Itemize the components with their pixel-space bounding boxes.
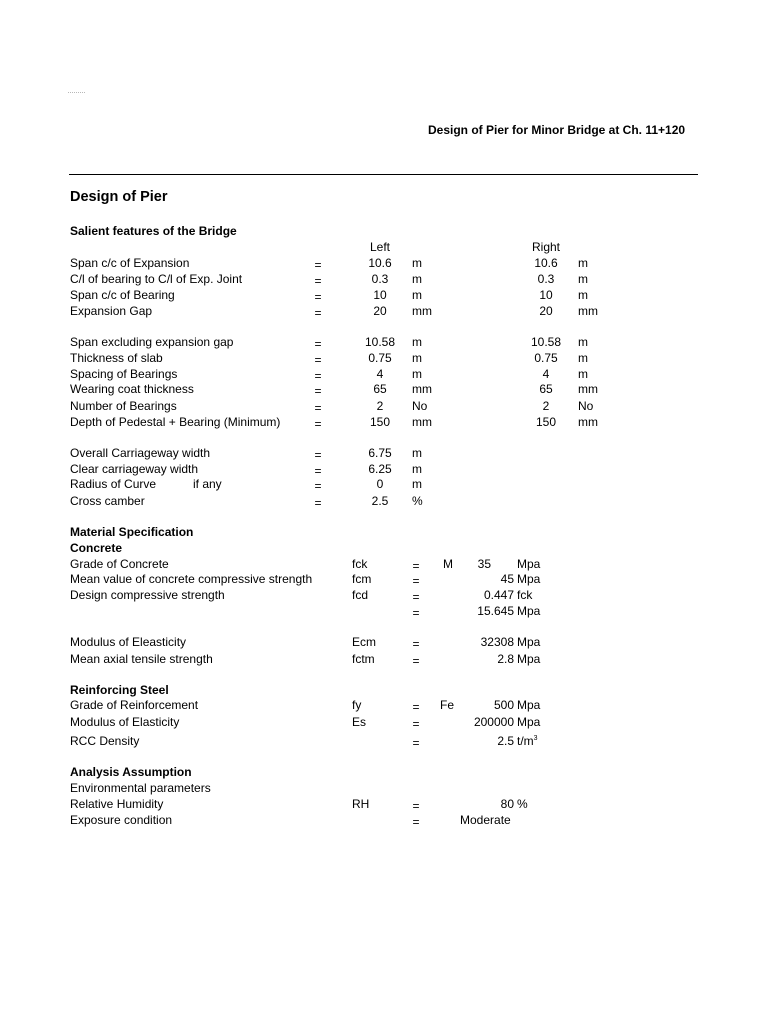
row-symbol: fcd xyxy=(352,588,369,602)
row-equals: = xyxy=(412,606,420,620)
row-value: 0 xyxy=(376,477,384,491)
row-label: Expansion Gap xyxy=(70,304,153,318)
row-label: C/l of bearing to C/l of Exp. Joint xyxy=(70,272,243,286)
row-unit: m xyxy=(412,462,422,476)
left-unit: m xyxy=(412,288,422,302)
right-value: 0.75 xyxy=(534,351,558,365)
row-equals: = xyxy=(314,417,322,431)
row-label: RCC Density xyxy=(70,734,140,748)
row-symbol: fctm xyxy=(352,652,375,666)
row-equals: = xyxy=(314,464,322,478)
left-unit: m xyxy=(412,272,422,286)
row-symbol: Es xyxy=(352,715,367,729)
row-label: Mean value of concrete compressive strength xyxy=(70,572,313,586)
row-value: 0.447 xyxy=(483,588,514,602)
row-equals: = xyxy=(314,384,322,398)
row-unit xyxy=(517,734,538,748)
right-unit: m xyxy=(578,335,588,349)
left-value: 150 xyxy=(369,415,391,429)
row-label: Wearing coat thickness xyxy=(70,382,194,396)
row-symbol: fy xyxy=(352,698,362,712)
right-value: 4 xyxy=(542,367,550,381)
row-label: Mean axial tensile strength xyxy=(70,652,213,666)
left-value: 10 xyxy=(373,288,387,302)
left-value: 4 xyxy=(376,367,384,381)
steel-heading: Reinforcing Steel xyxy=(70,683,169,697)
salient-heading: Salient features of the Bridge xyxy=(70,224,237,238)
row-label: Thickness of slab xyxy=(70,351,163,365)
row-value: 500 xyxy=(493,698,514,712)
left-value: 10.58 xyxy=(364,335,396,349)
row-equals: = xyxy=(412,815,420,829)
row-label: Number of Bearings xyxy=(70,399,177,413)
row-value: 2.5 xyxy=(497,734,514,748)
right-unit: m xyxy=(578,288,588,302)
row-equals: = xyxy=(412,700,420,714)
row-symbol: fcm xyxy=(352,572,372,586)
row-label: Grade of Reinforcement xyxy=(70,698,199,712)
row-label: Grade of Concrete xyxy=(70,557,169,571)
row-equals: = xyxy=(412,637,420,651)
right-unit: mm xyxy=(578,382,598,396)
right-value: 65 xyxy=(539,382,553,396)
material-heading: Material Specification xyxy=(70,525,194,539)
row-symbol: fck xyxy=(352,557,368,571)
right-unit: mm xyxy=(578,415,598,429)
row-value: 45 xyxy=(500,572,514,586)
row-label: Clear carriageway width xyxy=(70,462,199,476)
left-unit: m xyxy=(412,351,422,365)
left-unit: mm xyxy=(412,382,432,396)
left-unit: m xyxy=(412,256,422,270)
row-label: Span c/c of Bearing xyxy=(70,288,175,302)
row-unit: m xyxy=(412,446,422,460)
right-value: 10.58 xyxy=(530,335,562,349)
section-title: Design of Pier xyxy=(70,189,168,205)
row-value: 35 xyxy=(477,557,491,571)
row-unit: % xyxy=(412,494,423,508)
row-equals: = xyxy=(314,353,322,367)
row-label: Span excluding expansion gap xyxy=(70,335,234,349)
right-value: 150 xyxy=(535,415,557,429)
left-unit: mm xyxy=(412,415,432,429)
left-unit: m xyxy=(412,367,422,381)
document-header-title: Design of Pier for Minor Bridge at Ch. 11+120 xyxy=(428,123,686,137)
left-value: 0.75 xyxy=(368,351,392,365)
row-unit: Mpa xyxy=(517,572,541,586)
row-label: Exposure condition xyxy=(70,813,173,827)
row-label: Overall Carriageway width xyxy=(70,446,211,460)
right-value: 20 xyxy=(539,304,553,318)
row-value: Moderate xyxy=(460,813,511,827)
row-equals: = xyxy=(412,590,420,604)
header-rule xyxy=(69,174,698,175)
row-label: Modulus of Elasticity xyxy=(70,715,180,729)
row-equals: = xyxy=(314,401,322,415)
row-equals: = xyxy=(412,799,420,813)
row-unit: Mpa xyxy=(517,635,541,649)
row-value: 6.75 xyxy=(368,446,392,460)
row-label: Design compressive strength xyxy=(70,588,225,602)
row-label: Relative Humidity xyxy=(70,797,164,811)
row-equals: = xyxy=(412,559,420,573)
left-value: 65 xyxy=(373,382,387,396)
row-equals: = xyxy=(314,290,322,304)
row-unit: m xyxy=(412,477,422,491)
right-unit: m xyxy=(578,351,588,365)
row-prefix: Fe xyxy=(440,698,455,712)
row-prefix: M xyxy=(443,557,453,571)
left-unit: m xyxy=(412,335,422,349)
row-value: 2.5 xyxy=(371,494,389,508)
analysis-heading: Analysis Assumption xyxy=(70,765,192,779)
right-unit: m xyxy=(578,367,588,381)
row-label: Modulus of Eleasticity xyxy=(70,635,187,649)
row-equals: = xyxy=(412,717,420,731)
right-value: 10.6 xyxy=(534,256,558,270)
col-left-header: Left xyxy=(369,240,390,254)
right-value: 2 xyxy=(542,399,550,413)
row-equals: = xyxy=(412,736,420,750)
row-label: Radius of Curve xyxy=(70,477,157,491)
concrete-heading: Concrete xyxy=(70,541,123,555)
row-unit: Mpa xyxy=(517,604,541,618)
row-unit: Mpa xyxy=(517,698,541,712)
row-label: Spacing of Bearings xyxy=(70,367,178,381)
right-unit: m xyxy=(578,272,588,286)
col-right-header: Right xyxy=(531,240,560,254)
faint-header-mark xyxy=(68,92,85,93)
row-equals: = xyxy=(314,337,322,351)
row-value: 2.8 xyxy=(497,652,514,666)
right-value: 0.3 xyxy=(537,272,555,286)
left-unit: No xyxy=(412,399,428,413)
row-equals: = xyxy=(314,258,322,272)
row-equals: = xyxy=(412,574,420,588)
row-equals: = xyxy=(314,369,322,383)
row-equals: = xyxy=(314,274,322,288)
left-unit: mm xyxy=(412,304,432,318)
row-label: Span c/c of Expansion xyxy=(70,256,190,270)
row-symbol: RH xyxy=(352,797,370,811)
right-unit: m xyxy=(578,256,588,270)
row-unit: Mpa xyxy=(517,557,541,571)
environmental-parameters-label: Environmental parameters xyxy=(70,781,211,795)
row-unit: % xyxy=(517,797,528,811)
row-value: 15.645 xyxy=(477,604,514,618)
right-unit: No xyxy=(578,399,594,413)
left-value: 20 xyxy=(373,304,387,318)
unit-superscript: 3 xyxy=(533,735,538,742)
row-equals: = xyxy=(314,496,322,510)
row-label: Cross camber xyxy=(70,494,145,508)
left-value: 10.6 xyxy=(368,256,392,270)
row-unit: Mpa xyxy=(517,652,541,666)
row-label: Depth of Pedestal + Bearing (Minimum) xyxy=(70,415,281,429)
row-equals: = xyxy=(412,654,420,668)
row-equals: = xyxy=(314,479,322,493)
row-value: 80 xyxy=(500,797,514,811)
row-equals: = xyxy=(314,448,322,462)
row-value: 32308 xyxy=(480,635,514,649)
row-equals: = xyxy=(314,306,322,320)
row-value: 6.25 xyxy=(368,462,392,476)
row-unit: Mpa xyxy=(517,715,541,729)
row-note: if any xyxy=(193,477,222,491)
row-value: 200000 xyxy=(473,715,514,729)
row-symbol: Ecm xyxy=(352,635,376,649)
left-value: 0.3 xyxy=(371,272,389,286)
unit-text: t/m xyxy=(517,734,534,748)
left-value: 2 xyxy=(376,399,384,413)
right-value: 10 xyxy=(539,288,553,302)
right-unit: mm xyxy=(578,304,598,318)
row-unit: fck xyxy=(517,588,533,602)
